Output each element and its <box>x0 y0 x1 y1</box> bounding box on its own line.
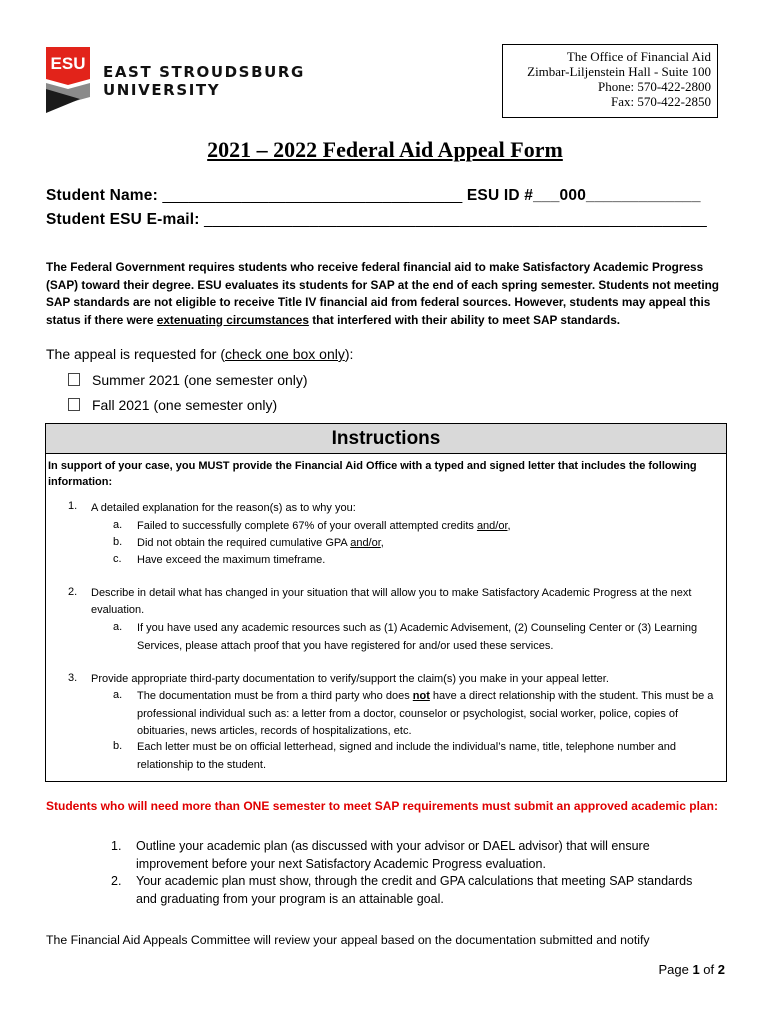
office-phone: Phone: 570-422-2800 <box>597 79 711 94</box>
page-number <box>658 962 725 977</box>
item-1b-label: b. <box>113 536 123 548</box>
appeal-underlined: check one box only <box>225 346 345 362</box>
university-name-line2: UNIVERSITY <box>103 81 221 99</box>
intro-text-2: that interfered with their ability to meet SAP standards. <box>308 312 621 327</box>
item-3a-label: a. <box>113 689 123 701</box>
item-2-number: 2. <box>68 586 78 598</box>
plan-item-2-text: Your academic plan must show, through the credit and GPA calculations that meeting SAP standards and graduating from your program is an attainable goal. <box>136 874 693 906</box>
item-1-text: A detailed explanation for the reason(s) as to why you: <box>91 502 356 514</box>
item-1a-main: Failed to successfully complete 67% of your overall attempted credits <box>137 520 477 532</box>
item-1a-suffix: , <box>507 520 511 532</box>
form-title: 2021 – 2022 Federal Aid Appeal Form <box>207 137 563 162</box>
student-email-blank[interactable]: _________________________________________________________ <box>199 211 707 228</box>
item-3a-pre: The documentation must be from a third party who does <box>137 690 413 702</box>
item-3a-text <box>137 688 725 741</box>
item-3b-text: Each letter must be on official letterhead, signed and include the individual’s name, title, telephone number and relationship to the student. <box>137 741 676 771</box>
instructions-heading: Instructions <box>46 424 726 454</box>
item-2a-label: a. <box>113 621 123 633</box>
item-3-number: 3. <box>68 672 78 684</box>
office-contact-box <box>502 44 718 118</box>
item-1c-label: c. <box>113 553 122 565</box>
plan-item-1-number: 1. <box>111 839 122 853</box>
item-1b-underline: and/or <box>350 537 381 549</box>
page-current: 1 <box>692 962 700 977</box>
intro-text-1: The Federal Government requires students who receive federal financial aid to make Satisfactory Academic Progress (SAP) toward their degree. ESU evaluates its students for SAP at the end of each spring semester. Students not meeting SAP standards are not eligible to receive Title IV financial aid from federal sources. However, students may appeal this status if there were <box>46 260 720 327</box>
office-name: The Office of Financial Aid <box>566 49 711 64</box>
item-1-number: 1. <box>68 500 78 512</box>
page-total: 2 <box>717 962 725 977</box>
page-word: Page <box>658 962 693 977</box>
option-fall-2021[interactable] <box>68 397 277 413</box>
student-email-field[interactable] <box>46 211 707 229</box>
item-1b-suffix: , <box>380 537 384 549</box>
sap-intro-paragraph <box>46 259 728 329</box>
item-3b-label: b. <box>113 740 123 752</box>
student-email-label: Student ESU E-mail: <box>46 211 200 228</box>
esu-id-label[interactable]: ESU ID #___000_____________ <box>466 187 701 204</box>
student-name-blank[interactable]: __________________________________ <box>157 187 467 204</box>
appeal-suffix: ): <box>344 346 354 362</box>
plan-item-2-number: 2. <box>111 874 122 888</box>
item-1a-label: a. <box>113 519 123 531</box>
item-3a-post: have a direct relationship with the student. This must be a professional individual such as: a letter from a doctor, counselor or psychologist, social worker, police, copies of obituaries, news articles, records of hospitalizations, etc. <box>137 690 714 737</box>
item-1c-text: Have exceed the maximum timeframe. <box>137 554 326 566</box>
committee-note: The Financial Aid Appeals Committee will review your appeal based on the documentation submitted and notify <box>46 933 650 947</box>
item-1a-text <box>137 518 725 536</box>
office-address: Zimbar-Liljenstein Hall - Suite 100 <box>527 64 711 79</box>
option-label: Fall 2021 (one semester only) <box>92 397 278 413</box>
checkbox[interactable] <box>68 398 80 411</box>
item-3a-not: not <box>412 690 430 702</box>
option-label: Summer 2021 (one semester only) <box>92 372 308 388</box>
office-fax: Fax: 570-422-2850 <box>610 94 711 109</box>
item-2a-text: If you have used any academic resources such as (1) Academic Advisement, (2) Counseling Center or (3) Learning Services, please attach proof that you have registered for and/or used these services. <box>137 622 698 652</box>
academic-plan-warning: Students who will need more than ONE semester to meet SAP requirements must submit an approved academic plan: <box>46 799 718 813</box>
student-name-field[interactable] <box>46 187 701 205</box>
appeal-request-label <box>46 346 353 362</box>
plan-item-1-text: Outline your academic plan (as discussed with your advisor or DAEL advisor) that will ensure improvement before your next Satisfactory Academic Progress evaluation. <box>136 839 650 871</box>
intro-underlined: extenuating circumstances <box>156 312 309 327</box>
student-name-label: Student Name: <box>46 187 158 204</box>
item-2-text: Describe in detail what has changed in your situation that will allow you to make Satisfactory Academic Progress at the next evaluation. <box>91 587 692 616</box>
option-summer-2021[interactable] <box>68 372 308 388</box>
university-name-line1: EAST STROUDSBURG <box>103 63 305 81</box>
esu-logo-text: ESU <box>50 54 86 73</box>
checkbox[interactable] <box>68 373 80 386</box>
item-1b-main: Did not obtain the required cumulative GPA <box>137 537 351 549</box>
page-of: of <box>699 962 718 977</box>
item-1a-underline: and/or <box>476 520 508 532</box>
university-name <box>103 63 305 99</box>
instructions-lead: In support of your case, you MUST provide the Financial Aid Office with a typed and signed letter that includes the following information: <box>48 460 697 488</box>
appeal-prefix: The appeal is requested for ( <box>46 346 225 362</box>
item-3-text: Provide appropriate third-party documentation to verify/support the claim(s) you make in your appeal letter. <box>91 673 609 685</box>
item-1b-text <box>137 535 725 553</box>
